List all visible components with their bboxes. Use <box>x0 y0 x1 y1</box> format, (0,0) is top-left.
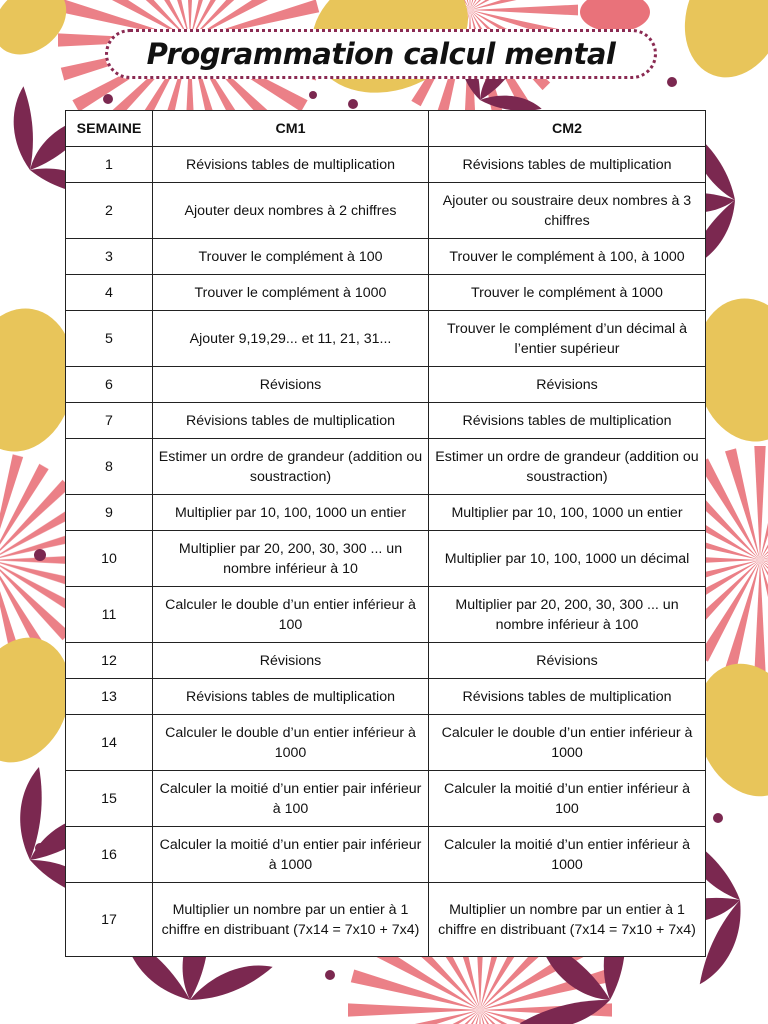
table-row <box>66 827 706 883</box>
cm2-cell: Révisions tables de multiplication <box>429 147 706 183</box>
cm2-cell: Multiplier par 20, 200, 30, 300 ... un nombre inférieur à 100 <box>429 587 706 643</box>
cm1-cell: Multiplier par 10, 100, 1000 un entier <box>153 495 429 531</box>
cm1-cell: Trouver le complément à 100 <box>153 239 429 275</box>
week-cell: 7 <box>66 403 153 439</box>
week-cell: 13 <box>66 679 153 715</box>
page-title: Programmation calcul mental <box>146 37 616 71</box>
week-cell: 9 <box>66 495 153 531</box>
cm2-cell: Révisions <box>429 643 706 679</box>
week-cell: 5 <box>66 311 153 367</box>
cm1-cell: Calculer la moitié d’un entier pair inférieur à 1000 <box>153 827 429 883</box>
week-cell: 6 <box>66 367 153 403</box>
week-cell: 3 <box>66 239 153 275</box>
schedule-table <box>65 110 706 957</box>
table-row <box>66 311 706 367</box>
cm1-cell: Multiplier un nombre par un entier à 1 chiffre en distribuant (7x14 = 7x10 + 7x4) <box>153 883 429 957</box>
table-row <box>66 771 706 827</box>
week-cell: 11 <box>66 587 153 643</box>
cm1-cell: Calculer le double d’un entier inférieur à 1000 <box>153 715 429 771</box>
week-cell: 10 <box>66 531 153 587</box>
table-row <box>66 883 706 957</box>
cm2-cell: Trouver le complément à 100, à 1000 <box>429 239 706 275</box>
table-row <box>66 495 706 531</box>
week-cell: 14 <box>66 715 153 771</box>
table-row <box>66 679 706 715</box>
cm1-cell: Révisions tables de multiplication <box>153 679 429 715</box>
cm1-cell: Estimer un ordre de grandeur (addition ou soustraction) <box>153 439 429 495</box>
table-row <box>66 183 706 239</box>
cm2-cell: Révisions tables de multiplication <box>429 679 706 715</box>
title-banner <box>105 29 657 79</box>
cm1-cell: Calculer le double d’un entier inférieur à 100 <box>153 587 429 643</box>
cm2-cell: Calculer la moitié d’un entier inférieur à 1000 <box>429 827 706 883</box>
cm2-cell: Multiplier par 10, 100, 1000 un décimal <box>429 531 706 587</box>
week-cell: 2 <box>66 183 153 239</box>
table-row <box>66 439 706 495</box>
cm2-cell: Calculer la moitié d’un entier inférieur à 100 <box>429 771 706 827</box>
cm1-cell: Calculer la moitié d’un entier pair inférieur à 100 <box>153 771 429 827</box>
table-row <box>66 239 706 275</box>
table-row <box>66 587 706 643</box>
cm2-cell: Estimer un ordre de grandeur (addition ou soustraction) <box>429 439 706 495</box>
cm2-cell: Révisions <box>429 367 706 403</box>
cm2-cell: Calculer le double d’un entier inférieur à 1000 <box>429 715 706 771</box>
table-header-row <box>66 111 706 147</box>
cm2-cell: Trouver le complément d’un décimal à l’entier supérieur <box>429 311 706 367</box>
week-cell: 15 <box>66 771 153 827</box>
cm1-cell: Ajouter deux nombres à 2 chiffres <box>153 183 429 239</box>
week-cell: 17 <box>66 883 153 957</box>
cm2-cell: Ajouter ou soustraire deux nombres à 3 chiffres <box>429 183 706 239</box>
cm2-cell: Multiplier un nombre par un entier à 1 chiffre en distribuant (7x14 = 7x10 + 7x4) <box>429 883 706 957</box>
week-cell: 16 <box>66 827 153 883</box>
table-row <box>66 715 706 771</box>
table-row <box>66 531 706 587</box>
cm1-cell: Révisions <box>153 367 429 403</box>
cm1-cell: Ajouter 9,19,29... et 11, 21, 31... <box>153 311 429 367</box>
table-row <box>66 147 706 183</box>
header-cm1: CM1 <box>153 111 429 147</box>
table-row <box>66 403 706 439</box>
cm2-cell: Trouver le complément à 1000 <box>429 275 706 311</box>
cm1-cell: Multiplier par 20, 200, 30, 300 ... un nombre inférieur à 10 <box>153 531 429 587</box>
week-cell: 12 <box>66 643 153 679</box>
table-row <box>66 367 706 403</box>
week-cell: 8 <box>66 439 153 495</box>
cm2-cell: Révisions tables de multiplication <box>429 403 706 439</box>
table-row <box>66 275 706 311</box>
cm1-cell: Révisions tables de multiplication <box>153 403 429 439</box>
cm1-cell: Révisions tables de multiplication <box>153 147 429 183</box>
week-cell: 1 <box>66 147 153 183</box>
header-cm2: CM2 <box>429 111 706 147</box>
cm2-cell: Multiplier par 10, 100, 1000 un entier <box>429 495 706 531</box>
table-row <box>66 643 706 679</box>
week-cell: 4 <box>66 275 153 311</box>
cm1-cell: Trouver le complément à 1000 <box>153 275 429 311</box>
header-week: SEMAINE <box>66 111 153 147</box>
cm1-cell: Révisions <box>153 643 429 679</box>
